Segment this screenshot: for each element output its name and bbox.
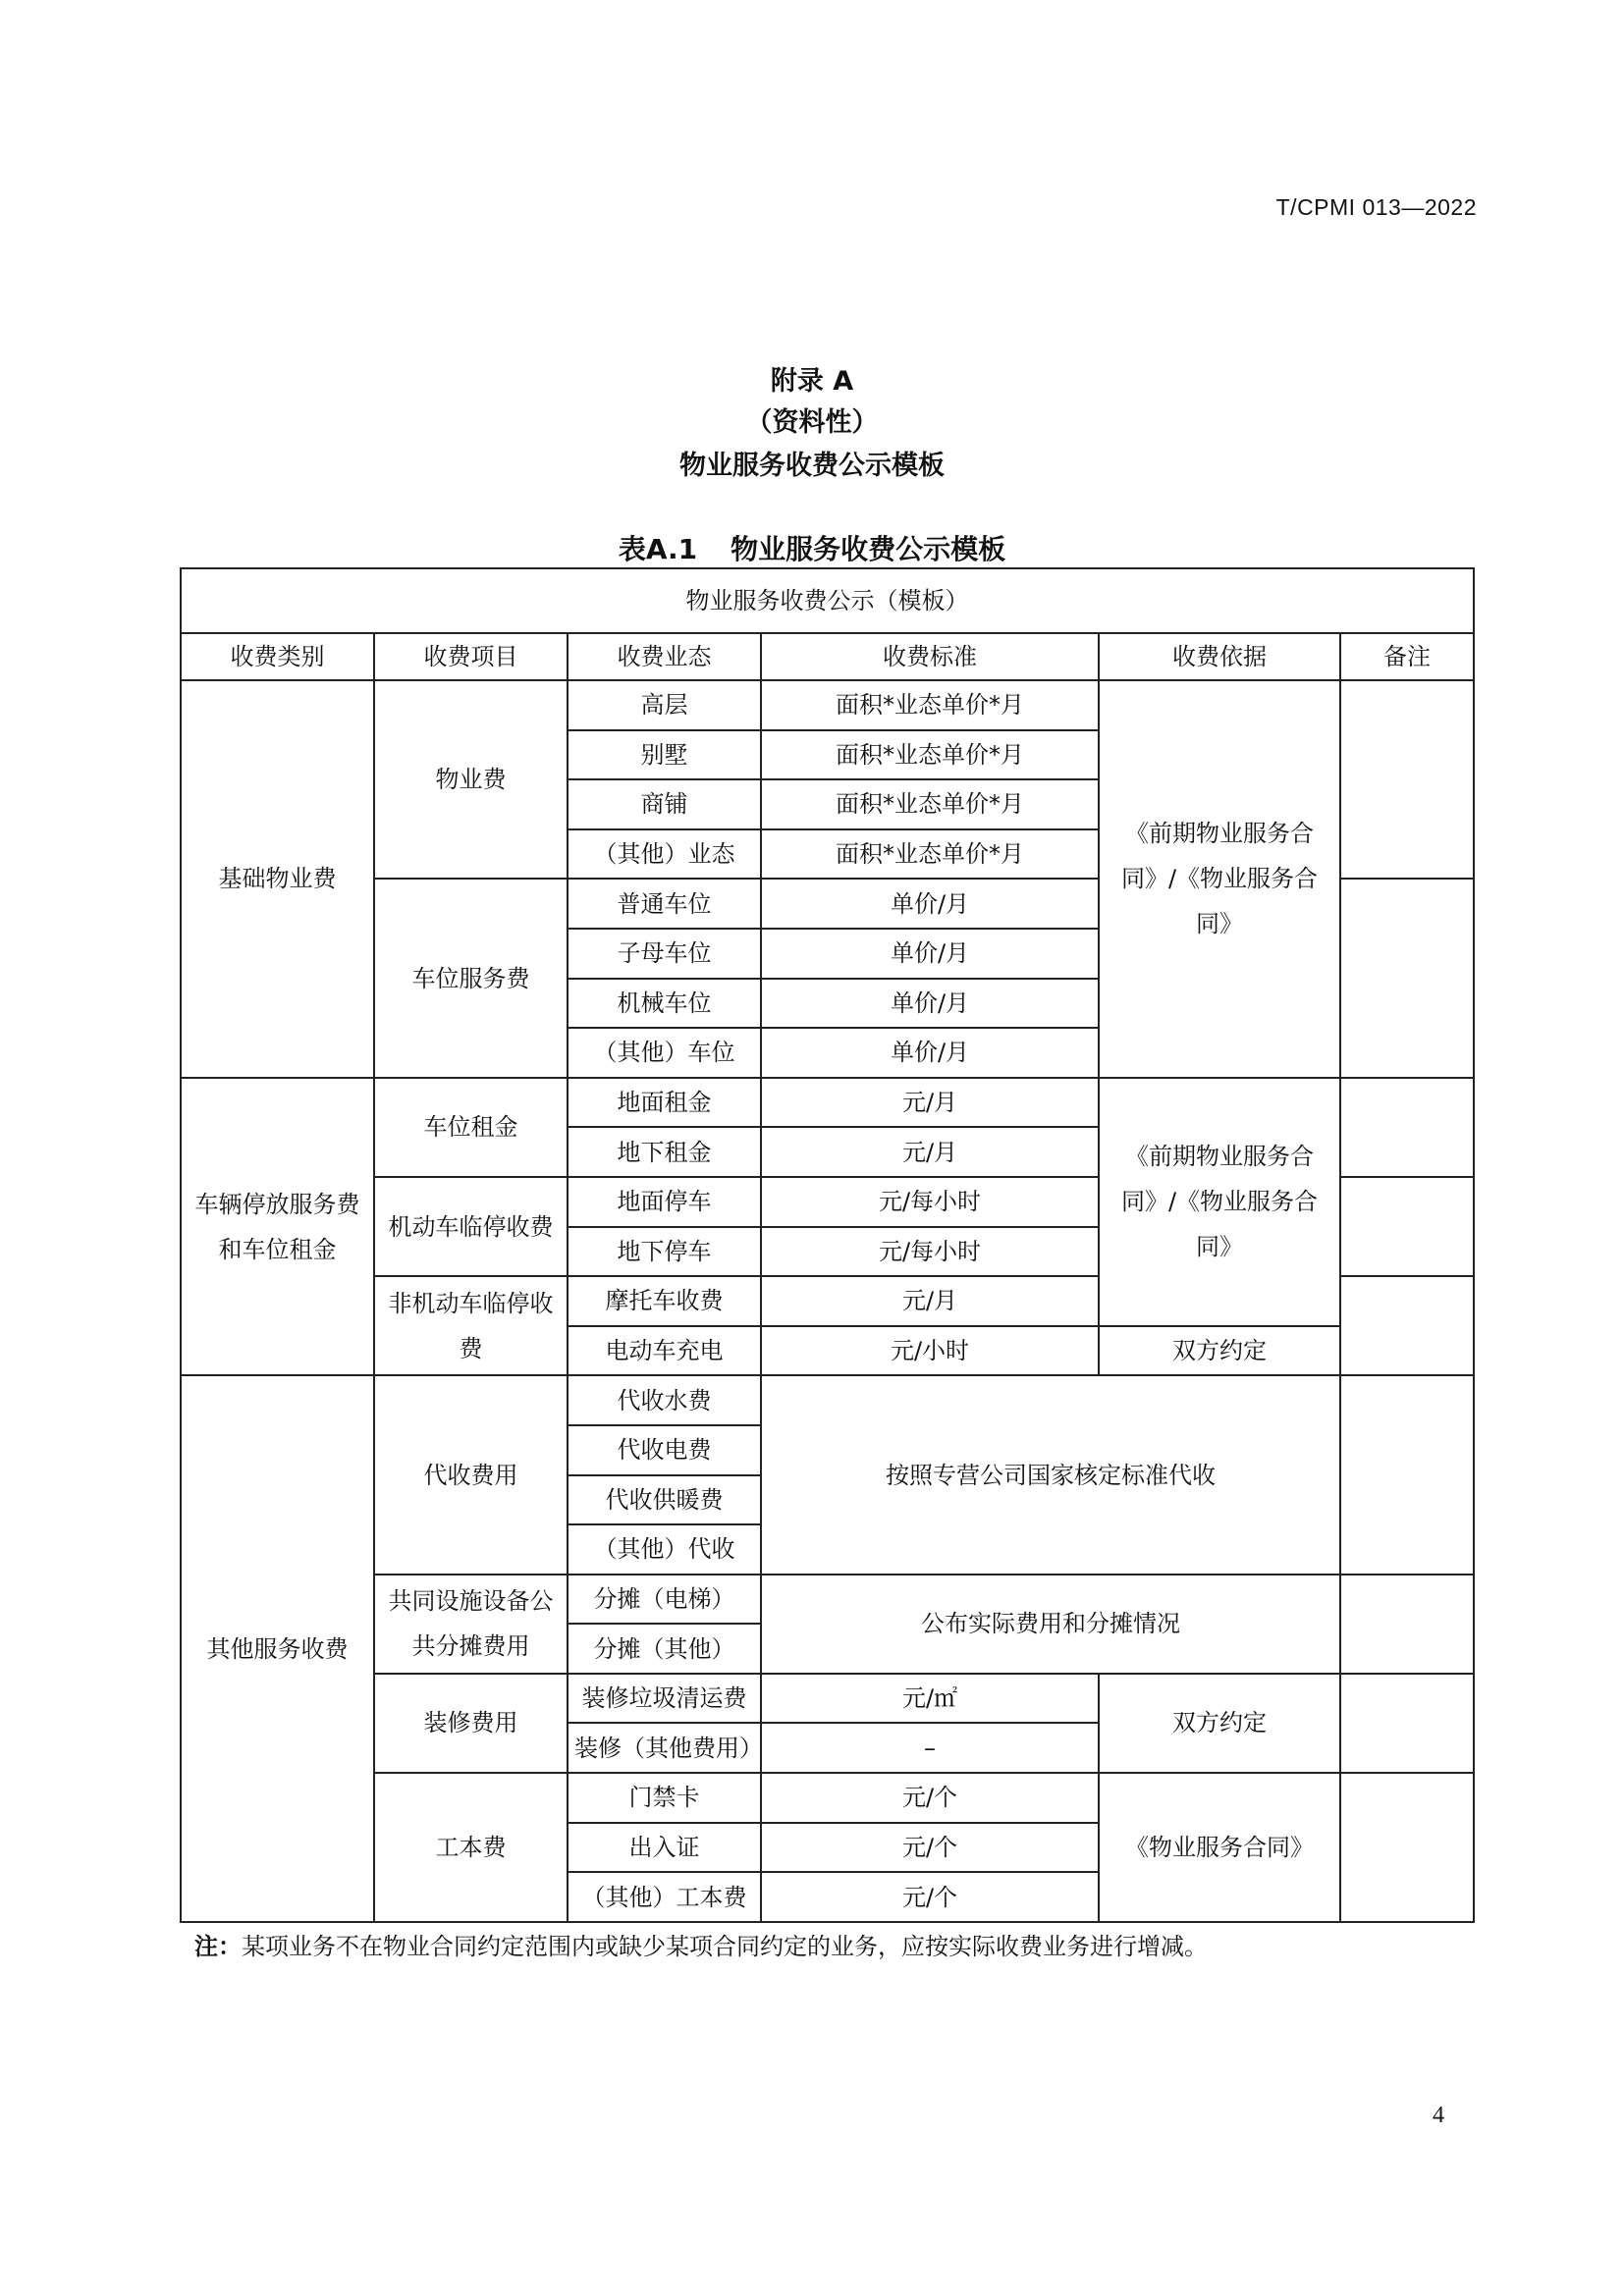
- fee-standard: 元/月: [761, 1127, 1099, 1177]
- fee-item: 工本费: [374, 1773, 568, 1922]
- fee-type: 代收供暖费: [568, 1475, 761, 1525]
- fee-type: 地面停车: [568, 1177, 761, 1227]
- fee-type: 地下租金: [568, 1127, 761, 1177]
- fee-standard: 元/个: [761, 1823, 1099, 1873]
- column-header: 收费标准: [761, 633, 1099, 680]
- table-title-row: [181, 568, 1474, 633]
- fee-category: 车辆停放服务费和车位租金: [181, 1078, 374, 1376]
- fee-table: [180, 567, 1475, 1923]
- fee-standard-merged: 公布实际费用和分摊情况: [761, 1575, 1340, 1674]
- fee-item: 车位租金: [374, 1078, 568, 1177]
- appendix-title: 物业服务收费公示模板: [679, 451, 945, 481]
- fee-standard: 元/小时: [761, 1326, 1099, 1376]
- fee-standard: 元/月: [761, 1078, 1099, 1128]
- fee-type: 机械车位: [568, 979, 761, 1029]
- fee-type: 普通车位: [568, 879, 761, 929]
- fee-type: 装修垃圾清运费: [568, 1674, 761, 1724]
- appendix-nature: （资料性）: [745, 407, 879, 438]
- fee-type: 分摊（电梯）: [568, 1575, 761, 1625]
- fee-item: 代收费用: [374, 1375, 568, 1574]
- fee-remark: [1340, 1375, 1474, 1574]
- column-header: 备注: [1340, 633, 1474, 680]
- fee-item: 装修费用: [374, 1674, 568, 1773]
- column-header: 收费项目: [374, 633, 568, 680]
- fee-type: 别墅: [568, 730, 761, 780]
- fee-type: （其他）车位: [568, 1028, 761, 1078]
- fee-category: 基础物业费: [181, 680, 374, 1078]
- table-row: [181, 1773, 1474, 1823]
- fee-standard: 单价/月: [761, 979, 1099, 1029]
- table-caption: [0, 528, 1624, 567]
- fee-standard: 元/月: [761, 1276, 1099, 1326]
- fee-type: 地面租金: [568, 1078, 761, 1128]
- fee-remark: [1340, 1276, 1474, 1375]
- fee-standard: 面积*业态单价*月: [761, 680, 1099, 730]
- fee-standard: 元/㎡: [761, 1674, 1099, 1724]
- fee-type: 代收电费: [568, 1425, 761, 1475]
- fee-remark: [1340, 1773, 1474, 1922]
- note-text: 某项业务不在物业合同约定范围内或缺少某项合同约定的业务，应按实际收费业务进行增减。: [242, 1933, 1208, 1960]
- fee-item: 车位服务费: [374, 879, 568, 1077]
- fee-type: 门禁卡: [568, 1773, 761, 1823]
- fee-type: 摩托车收费: [568, 1276, 761, 1326]
- fee-item: 非机动车临停收费: [374, 1276, 568, 1375]
- fee-item: 物业费: [374, 680, 568, 879]
- fee-type: 分摊（其他）: [568, 1624, 761, 1674]
- fee-item: 共同设施设备公共分摊费用: [374, 1575, 568, 1674]
- fee-remark: [1340, 1078, 1474, 1177]
- document-code: T/CPMI 013—2022: [1275, 194, 1477, 220]
- fee-remark: [1340, 1575, 1474, 1674]
- fee-type: 地下停车: [568, 1227, 761, 1277]
- column-header: 收费依据: [1099, 633, 1340, 680]
- fee-standard: 单价/月: [761, 929, 1099, 979]
- fee-remark: [1340, 1674, 1474, 1773]
- fee-standard: –: [761, 1723, 1099, 1773]
- page-number: 4: [1433, 2103, 1444, 2128]
- fee-standard: 单价/月: [761, 1028, 1099, 1078]
- fee-basis: 《前期物业服务合同》/《物业服务合同》: [1099, 680, 1340, 1078]
- fee-standard: 元/每小时: [761, 1177, 1099, 1227]
- fee-type: 电动车充电: [568, 1326, 761, 1376]
- fee-type: 出入证: [568, 1823, 761, 1873]
- fee-type: 子母车位: [568, 929, 761, 979]
- table-row: [181, 680, 1474, 730]
- fee-standard: 元/个: [761, 1872, 1099, 1922]
- fee-remark: [1340, 680, 1474, 879]
- fee-basis: 双方约定: [1099, 1326, 1340, 1376]
- table-inner-title: 物业服务收费公示（模板）: [181, 568, 1474, 633]
- fee-standard-merged: 按照专营公司国家核定标准代收: [761, 1375, 1340, 1574]
- fee-standard: 元/个: [761, 1773, 1099, 1823]
- table-caption-number: 表A.1: [618, 533, 698, 565]
- fee-remark: [1340, 1177, 1474, 1276]
- fee-basis: 《前期物业服务合同》/《物业服务合同》: [1099, 1078, 1340, 1326]
- fee-standard: 面积*业态单价*月: [761, 779, 1099, 829]
- table-caption-title: 物业服务收费公示模板: [731, 533, 1006, 565]
- table-header-row: [181, 633, 1474, 680]
- fee-standard: 元/每小时: [761, 1227, 1099, 1277]
- fee-type: （其他）代收: [568, 1524, 761, 1575]
- fee-type: 高层: [568, 680, 761, 730]
- fee-category: 其他服务收费: [181, 1375, 374, 1922]
- appendix-label: 附录 A: [770, 366, 854, 397]
- table-row: [181, 1078, 1474, 1128]
- table-note: [194, 1927, 1208, 1961]
- column-header: 收费业态: [568, 633, 761, 680]
- fee-remark: [1340, 879, 1474, 1077]
- fee-type: 代收水费: [568, 1375, 761, 1425]
- fee-item: 机动车临停收费: [374, 1177, 568, 1276]
- fee-standard: 面积*业态单价*月: [761, 730, 1099, 780]
- fee-basis: 双方约定: [1099, 1674, 1340, 1773]
- fee-basis: 《物业服务合同》: [1099, 1773, 1340, 1922]
- column-header: 收费类别: [181, 633, 374, 680]
- table-row: [181, 1375, 1474, 1425]
- fee-standard: 面积*业态单价*月: [761, 829, 1099, 880]
- fee-type: （其他）工本费: [568, 1872, 761, 1922]
- fee-standard: 单价/月: [761, 879, 1099, 929]
- fee-type: 商铺: [568, 779, 761, 829]
- note-label: 注：: [194, 1933, 242, 1960]
- table-row: [181, 1575, 1474, 1625]
- fee-type: （其他）业态: [568, 829, 761, 880]
- fee-type: 装修（其他费用）: [568, 1723, 761, 1773]
